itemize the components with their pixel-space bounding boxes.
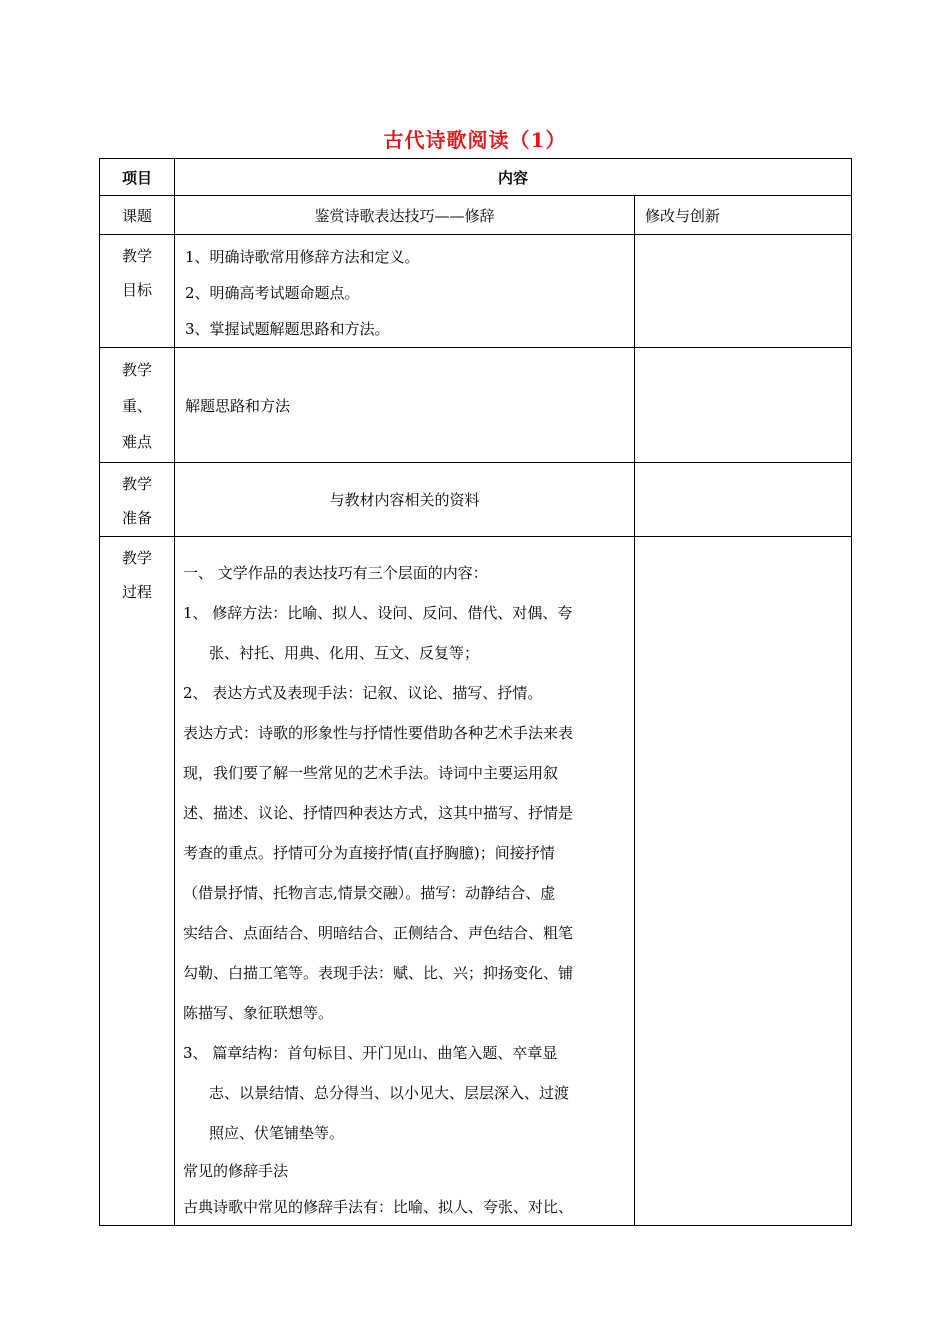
header-content: 内容 <box>175 159 852 196</box>
focus-text: 解题思路和方法 <box>175 348 635 463</box>
process-line: （借景抒情、托物言志,情景交融）。描写：动静结合、虚 <box>183 884 556 902</box>
goals-label <box>100 235 175 348</box>
process-label <box>100 537 175 1226</box>
focus-row <box>100 348 852 463</box>
lesson-plan-table <box>99 158 852 1226</box>
process-line: 2、 表达方式及表现手法：记叙、议论、描写、抒情。 <box>183 684 543 702</box>
process-line: 述、描述、议论、抒情四种表达方式，这其中描写、抒情是 <box>183 804 574 822</box>
process-row <box>100 537 852 1226</box>
goal-item: 1、明确诗歌常用修辞方法和定义。 <box>185 248 420 266</box>
revision-header: 修改与创新 <box>635 196 852 235</box>
process-line: 张、衬托、用典、化用、互文、反复等； <box>209 644 480 662</box>
prep-notes <box>635 463 852 537</box>
goals-row <box>100 235 852 348</box>
process-line: 古典诗歌中常见的修辞手法有：比喻、拟人、夸张、对比、 <box>183 1198 574 1216</box>
goals-content <box>175 235 635 348</box>
goals-label-1: 教学 <box>121 247 152 265</box>
page-title: 古代诗歌阅读（1） <box>383 128 567 152</box>
focus-label-1: 教学 <box>121 361 152 379</box>
process-line: 表达方式：诗歌的形象性与抒情性要借助各种艺术手法来表 <box>183 724 574 742</box>
focus-label-2: 重、 <box>121 397 152 415</box>
prep-label-2: 准备 <box>121 509 152 527</box>
focus-label <box>100 348 175 463</box>
topic-row <box>100 196 852 235</box>
process-label-2: 过程 <box>121 583 152 601</box>
goals-notes <box>635 235 852 348</box>
process-content <box>175 537 635 1226</box>
goal-item: 2、明确高考试题命题点。 <box>185 284 360 302</box>
process-line: 实结合、点面结合、明暗结合、正侧结合、声色结合、粗笔 <box>183 924 574 942</box>
header-item: 项目 <box>100 159 175 196</box>
process-line: 一、 文学作品的表达技巧有三个层面的内容： <box>183 564 488 582</box>
process-line: 陈描写、象征联想等。 <box>183 1004 334 1022</box>
goal-item: 3、掌握试题解题思路和方法。 <box>185 320 390 338</box>
process-line: 现，我们要了解一些常见的艺术手法。诗词中主要运用叙 <box>183 764 559 782</box>
process-line: 常见的修辞手法 <box>183 1162 289 1180</box>
goals-label-2: 目标 <box>121 281 152 299</box>
process-line: 勾勒、白描工笔等。表现手法：赋、比、兴；抑扬变化、铺 <box>183 964 574 982</box>
process-line: 志、以景结情、总分得当、以小见大、层层深入、过渡 <box>209 1084 570 1102</box>
header-row <box>100 159 852 196</box>
prep-label-1: 教学 <box>121 475 152 493</box>
focus-notes <box>635 348 852 463</box>
process-line: 1、 修辞方法：比喻、拟人、设问、反问、借代、对偶、夸 <box>183 604 573 622</box>
prep-text: 与教材内容相关的资料 <box>175 463 635 537</box>
process-line: 照应、伏笔铺垫等。 <box>209 1124 345 1142</box>
topic-text: 鉴赏诗歌表达技巧——修辞 <box>175 196 635 235</box>
focus-label-3: 难点 <box>121 433 152 451</box>
topic-label: 课题 <box>100 196 175 235</box>
process-notes <box>635 537 852 1226</box>
prep-label <box>100 463 175 537</box>
prep-row <box>100 463 852 537</box>
process-label-1: 教学 <box>121 549 152 567</box>
process-line: 3、 篇章结构：首句标目、开门见山、曲笔入题、卒章显 <box>183 1044 558 1062</box>
process-line: 考查的重点。抒情可分为直接抒情(直抒胸臆)；间接抒情 <box>183 844 555 862</box>
